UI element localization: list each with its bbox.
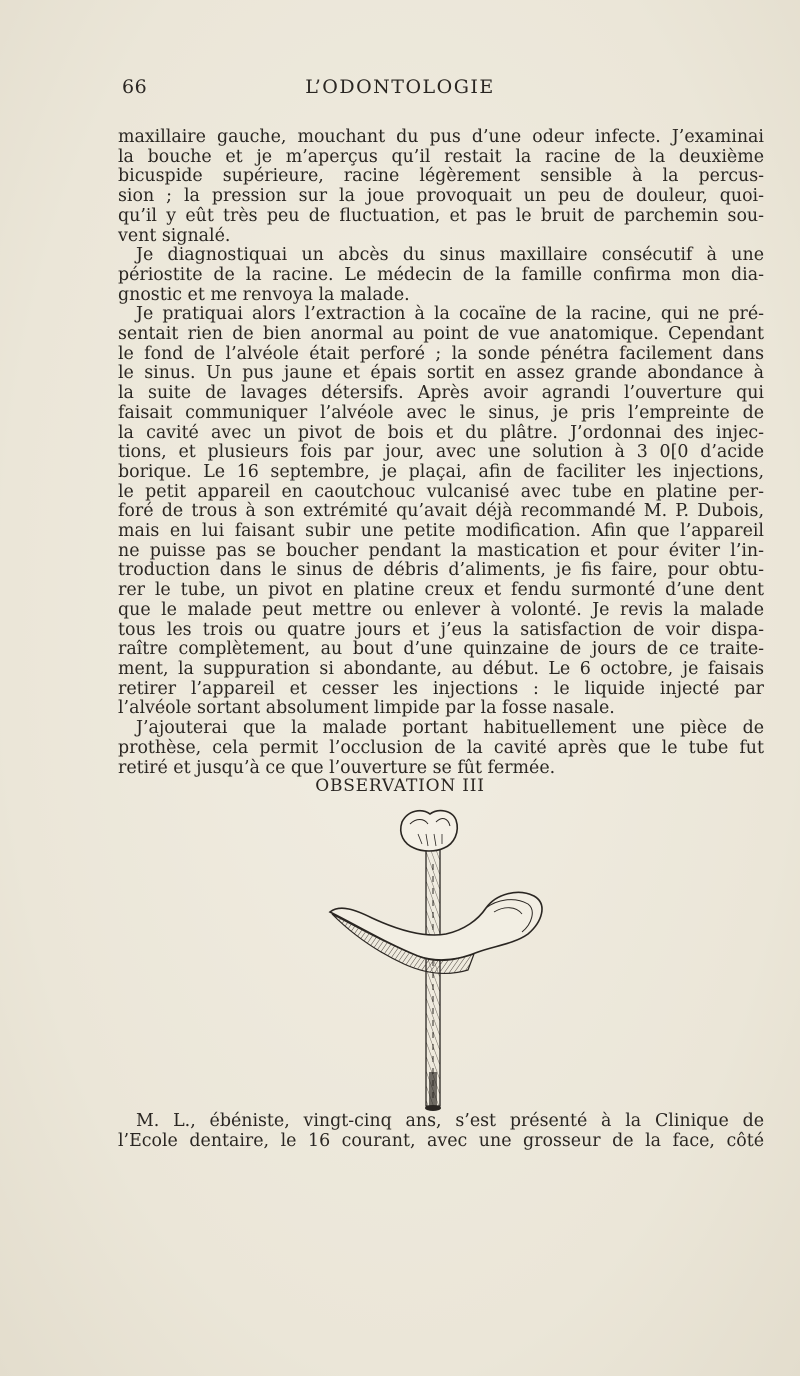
- running-title: L’ODONTOLOGIE: [305, 76, 495, 98]
- section-heading: OBSERVATION III: [315, 776, 485, 796]
- platinum-tube: [425, 844, 441, 1111]
- body-text-line: foré de trous à son extrémité qu’avait déjà recommandé M. P. Dubois,: [118, 501, 764, 522]
- body-text-line: vent signalé.: [118, 225, 231, 246]
- body-text-line: le fond de l’alvéole était perforé ; la sonde pénétra facilement dans: [118, 343, 764, 364]
- body-text-line: Je diagnostiquai un abcès du sinus maxillaire consécutif à une: [136, 245, 764, 266]
- body-text-line: ne puisse pas se boucher pendant la mastication et pour éviter l’in-: [118, 540, 764, 561]
- body-text-line: qu’il y eût très peu de fluctuation, et pas le bruit de parchemin sou-: [118, 205, 764, 226]
- body-text-line: tous les trois ou quatre jours et j’eus la satisfaction de voir dispa-: [118, 619, 764, 640]
- body-text-line: retirer l’appareil et cesser les injections : le liquide injecté par: [118, 678, 764, 699]
- body-text-line: gnostic et me renvoya la malade.: [118, 284, 410, 305]
- body-text-line: sentait rien de bien anormal au point de vue anatomique. Cependant: [118, 324, 764, 345]
- body-text-continued-line: M. L., ébéniste, vingt-cinq ans, s’est présenté à la Clinique de: [136, 1111, 764, 1131]
- body-text-line: prothèse, cela permit l’occlusion de la cavité après que le tube fut: [118, 737, 764, 758]
- body-text-line: ment, la suppuration si abondante, au début. Le 6 octobre, je faisais: [118, 658, 764, 679]
- body-text-line: bicuspide supérieure, racine légèrement sensible à la percus-: [118, 166, 764, 187]
- body-text-line: la suite de lavages détersifs. Après avoir agrandi l’ouverture qui: [118, 383, 764, 404]
- body-text-line: l’alvéole sortant absolument limpide par la fosse nasale.: [118, 698, 615, 719]
- body-text-line: périostite de la racine. Le médecin de la famille confirma mon dia-: [118, 264, 764, 285]
- body-text-line: retiré et jusqu’à ce que l’ouverture se fût fermée.: [118, 757, 556, 778]
- dental-appliance-figure: [318, 804, 578, 1114]
- body-text-line: le sinus. Un pus jaune et épais sortit en assez grande abondance à: [118, 363, 764, 384]
- body-text-line: raître complètement, au bout d’une quinzaine de jours de ce traite-: [118, 639, 764, 660]
- body-text-line: le petit appareil en caoutchouc vulcanisé avec tube en platine per-: [118, 481, 764, 502]
- body-text-line: rer le tube, un pivot en platine creux et fendu surmonté d’une dent: [118, 580, 764, 601]
- body-text-line: la bouche et je m’aperçus qu’il restait la racine de la deuxième: [118, 146, 764, 167]
- page-number: 66: [122, 76, 148, 98]
- tooth-crown: [401, 811, 458, 851]
- dental-appliance-illustration: [318, 804, 578, 1114]
- body-text: [118, 128, 764, 778]
- body-text-line: mais en lui faisant subir une petite modification. Afin que l’appareil: [118, 521, 764, 542]
- body-text-line: borique. Le 16 septembre, je plaçai, afin de faciliter les injections,: [118, 461, 764, 482]
- body-text-continued: [118, 1112, 764, 1151]
- body-text-line: troduction dans le sinus de débris d’aliments, je fis faire, pour obtu-: [118, 560, 764, 581]
- body-text-line: maxillaire gauche, mouchant du pus d’une odeur infecte. J’examinai: [118, 127, 764, 147]
- body-text-line: la cavité avec un pivot de bois et du plâtre. J’ordonnai des injec-: [118, 422, 764, 443]
- body-text-continued-line: l’Ecole dentaire, le 16 courant, avec une grosseur de la face, côté: [118, 1130, 764, 1151]
- body-text-line: que le malade peut mettre ou enlever à volonté. Je revis la malade: [118, 599, 764, 620]
- body-text-line: tions, et plusieurs fois par jour, avec une solution à 3 0[0 d’acide: [118, 442, 764, 463]
- body-text-line: faisait communiquer l’alvéole avec le sinus, je pris l’empreinte de: [118, 402, 764, 423]
- body-text-line: J’ajouterai que la malade portant habituellement une pièce de: [136, 718, 764, 739]
- body-text-line: Je pratiquai alors l’extraction à la cocaïne de la racine, qui ne pré-: [136, 304, 764, 325]
- body-text-line: sion ; la pression sur la joue provoquait un peu de douleur, quoi-: [118, 186, 764, 207]
